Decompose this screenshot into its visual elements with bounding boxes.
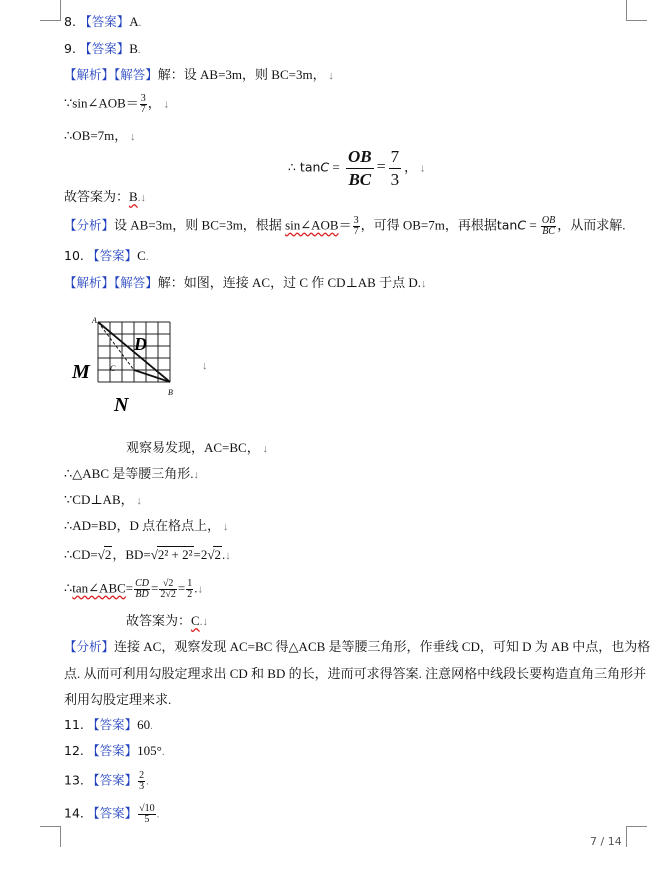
answer-tag: 【答案】 [87, 248, 138, 263]
crop-mark-top-left [40, 0, 61, 21]
q10-solution-line-7: ∴tan∠ABC= $\frac{CD}{BD}$ = $\frac{√2}{2√2}$ = $\frac{1}{2}$ .↓ [64, 578, 203, 600]
fraction-7-3: $\frac{7}{3}$ [390, 147, 400, 189]
q9-line: 9. 【答案】B. [64, 41, 141, 56]
fraction: $\frac{2}{3}$ [139, 770, 145, 792]
fraction: $\frac{√10}{5}$ [139, 803, 155, 825]
answer-tag: 【答案】 [79, 14, 130, 29]
q10-solution-line-6: ∴CD=√2，BD=√2² + 2²=2√2.↓ [64, 547, 231, 562]
q12-line: 12. 【答案】105°. [64, 743, 165, 758]
q10-solution-line-1: 【解析】【解答】解：如图，连接 AC，过 C 作 CD⊥AB 于点 D.↓ [64, 275, 427, 290]
fenxi-tag: 【分析】 [64, 217, 115, 233]
svg-text:B: B [168, 388, 173, 397]
q10-solution-line-3: ∴△ABC 是等腰三角形.↓ [64, 466, 199, 481]
page-number: 7 / 14 [590, 835, 622, 848]
q10-solution-line-2: 观察易发现，AC=BC， ↓ [126, 440, 268, 455]
answer-tag: 【答案】 [87, 805, 138, 821]
svg-text:C: C [110, 364, 116, 373]
fraction: $\frac{1}{2}$ [187, 578, 193, 600]
q9-analysis-line: 【分析】设 AB=3m，则 BC=3m，根据 sin∠AOB＝ $\frac{3}{7}$ ，可得 OB=7m，再根据tanC = $\frac{OB}{BC}$ ，从而求解. [64, 215, 626, 237]
svg-text:D: D [134, 334, 147, 354]
q10-answer-line: 故答案为：C.↓ [126, 613, 208, 628]
svg-text:M: M [72, 361, 90, 383]
fraction: $\frac{CD}{BD}$ [135, 578, 150, 600]
fraction: $\frac{√2}{2√2}$ [160, 578, 176, 600]
q9-solution-line-1: 【解析】【解答】解：设 AB=3m，则 BC=3m， ↓ [64, 67, 334, 82]
q9-answer-line: 故答案为：B.↓ [64, 189, 146, 204]
svg-text:A: A [92, 316, 97, 325]
q10-analysis-line-2: 点. 从而可利用勾股定理求出 CD 和 BD 的长，进而可求得答案. 注意网格中线段长要构造直角三角形并 [64, 666, 647, 681]
q9-solution-line-2: ∵sin∠AOB＝ $\frac{3}{7}$ ， ↓ [64, 93, 170, 115]
q14-line: 14. 【答案】 $\frac{√10}{5}$ . [64, 803, 160, 825]
grid-figure [70, 312, 180, 417]
crop-mark-bottom-left [40, 826, 61, 847]
q10-analysis-line-3: 利用勾股定理来求. [64, 692, 172, 707]
fenxi-tag: 【分析】 [64, 639, 115, 654]
document-page: 8. 【答案】A. 9. 【答案】B. 【解析】【解答】解：设 AB=3m，则 BC=3m， ↓ ∵sin∠AOB＝ $\frac{3}{7}$ ， ↓ ∴OB=7m， ↓ ∴ tanC = $\frac{OB}{BC}$ = $\frac{7}{3}$ ， ↓ 故答案为：B.↓ 【分析】设 AB=3m，则 BC=3m，根据 sin∠AOB＝ $\frac{3}{7}$ ，可得 OB=7m，再根据tanC = $\frac{OB}{BC}$ ，从而求解. 10. 【答案】C. 【解析】【解答】解：如图，连接 AC，过 C 作 CD⊥AB 于点 D.↓ A D C M B N ↓ 观察易发现，AC=BC， ↓ ∴△ABC 是等腰三角形.↓ ∵CD⊥AB， ↓ ∴AD=BD，D 点在格点上， ↓ ∴CD=√2，BD=√2² + 2²=2√2.↓ ∴tan∠ABC= $\frac{CD}{BD}$ = $\frac{√2}{2√2}$ = $\frac{1}{2}$ .↓ 故答案为：C.↓ 【分析】连接 AC，观察发现 AC=BC 得△ACB 是等腰三角形，作垂线 CD，可知 D 为 AB 中点，也为格 点. 从而可利用勾股定理求出 CD 和 BD 的长，进而可求得答案. 注意网格中线段长要构造直角三角形并 利用勾股定理来求. 11. 【答案】60. 12. 【答案】105°. 13. 【答案】 $\frac{2}{3}$ . 14. 【答案】 $\frac{√10}{5}$ . 7 / 14 [0, 0, 665, 875]
q10-line: 10. 【答案】C. [64, 248, 149, 263]
q10-solution-line-4: ∵CD⊥AB， ↓ [64, 492, 142, 507]
crop-mark-bottom-right [626, 826, 647, 847]
answer-tag: 【答案】 [87, 743, 138, 758]
answer-tag: 【答案】 [87, 772, 138, 788]
q9-solution-line-3: ∴OB=7m， ↓ [64, 128, 136, 143]
fraction: $\frac{3}{7}$ [353, 215, 359, 237]
segment-cb [134, 370, 170, 382]
fraction: $\frac{3}{7}$ [140, 93, 146, 115]
answer-tag: 【答案】 [87, 717, 138, 732]
analysis-tag: 【解析】 [64, 67, 115, 82]
svg-text:N: N [114, 394, 129, 416]
q9-tan-equation: ∴ tanC = $\frac{OB}{BC}$ = $\frac{7}{3}$ ， ↓ [288, 147, 426, 189]
answer-tag: 【答案】 [79, 41, 130, 56]
analysis-tag: 【解析】 [64, 275, 115, 290]
q10-analysis-line-1: 【分析】连接 AC，观察发现 AC=BC 得△ACB 是等腰三角形，作垂线 CD，可知 D 为 AB 中点，也为格 [64, 639, 651, 654]
crop-mark-top-right [626, 0, 647, 21]
solution-tag: 【解答】 [114, 275, 158, 290]
q11-line: 11. 【答案】60. [64, 717, 153, 732]
fraction-ob-bc: $\frac{OB}{BC}$ [348, 147, 372, 189]
solution-tag: 【解答】 [114, 67, 158, 82]
fraction: $\frac{OB}{BC}$ [541, 215, 556, 237]
q8-line: 8. 【答案】A. [64, 14, 142, 29]
q10-solution-line-5: ∴AD=BD，D 点在格点上， ↓ [64, 518, 229, 533]
q13-line: 13. 【答案】 $\frac{2}{3}$ . [64, 770, 149, 792]
